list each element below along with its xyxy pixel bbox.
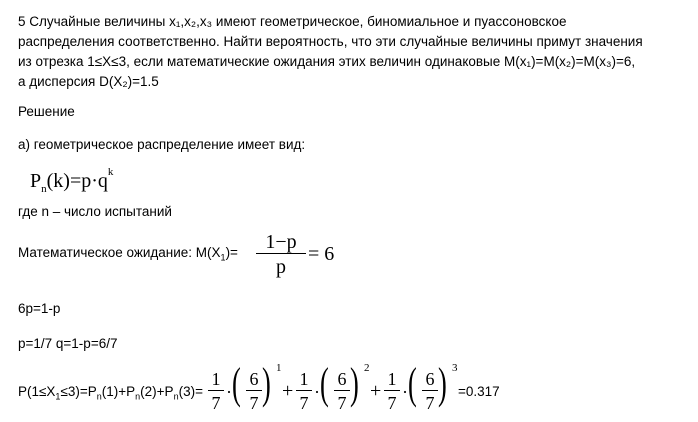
final-prefix-text: P(1≤X [18, 384, 56, 399]
term1-inner-num: 6 [249, 369, 259, 389]
term2-exp: 2 [364, 362, 370, 374]
term2-fraction [296, 368, 312, 415]
term3-fraction [384, 368, 400, 415]
term3-dot: · [402, 382, 408, 402]
final-t2: (2)+P [140, 384, 174, 399]
part-a-text: а) геометрическое распределение имеет вид: [18, 137, 306, 152]
final-t1: (1)+P [101, 384, 136, 399]
expectation-label-start: Математическое ожидание: M(X [18, 245, 221, 260]
formula-rest: (k)=p·q [46, 170, 108, 192]
expectation-denominator: p [276, 256, 286, 278]
solution-heading: Решение [18, 104, 75, 119]
term1-inner-fraction [246, 368, 262, 415]
expectation-label-end: )= [225, 245, 238, 260]
expectation-numerator: 1−p [265, 231, 297, 253]
term3-inner-den: 7 [425, 393, 435, 413]
term2-num: 1 [299, 369, 309, 389]
equation-1: 6p=1-p [18, 301, 61, 316]
problem-line-2: распределения соответственно. Найти вероятность, что эти случайные величины примут значения [18, 34, 643, 49]
final-result: =0.317 [458, 384, 500, 399]
expectation-fraction [256, 231, 306, 280]
expectation-sub: 1 [220, 252, 226, 263]
term1-exp: 1 [276, 362, 282, 374]
term3-inner-num: 6 [425, 369, 435, 389]
term3-den: 7 [387, 393, 397, 413]
final-sub-n1: n [96, 391, 102, 402]
term2-right-paren: ) [350, 359, 359, 408]
where-n-text: где n – число испытаний [18, 204, 172, 219]
term2-dot: · [314, 382, 320, 402]
final-prefix [18, 384, 203, 402]
term3-right-paren: ) [438, 359, 447, 408]
term1-left-paren: ( [232, 359, 241, 408]
term3-num: 1 [387, 369, 397, 389]
plus-1: + [282, 380, 294, 402]
term2-inner-num: 6 [337, 369, 347, 389]
problem-line-4: а дисперсия D(X₂)=1.5 [18, 74, 159, 89]
formula-p: P [30, 170, 42, 192]
term2-inner-fraction [334, 368, 350, 415]
term1-num: 1 [211, 369, 221, 389]
final-t3: (3)= [178, 384, 203, 399]
formula-pn [30, 166, 113, 195]
formula-sub-n: n [41, 183, 47, 195]
term3-left-paren: ( [408, 359, 417, 408]
plus-2: + [370, 380, 382, 402]
expectation-result: = 6 [308, 243, 335, 265]
term1-fraction [208, 368, 224, 415]
final-mid: ≤3)=P [60, 384, 97, 399]
term2-left-paren: ( [320, 359, 329, 408]
term3-inner-fraction [422, 368, 438, 415]
term2-den: 7 [299, 393, 309, 413]
final-sub-1: 1 [55, 391, 61, 402]
problem-line-1: 5 Случайные величины x₁,x₂,x₃ имеют геометрическое, биномиальное и пуассоновское [18, 14, 567, 29]
term2-inner-den: 7 [337, 393, 347, 413]
final-sub-n3: n [173, 391, 179, 402]
formula-sup-k: k [107, 166, 114, 178]
expectation-label [18, 245, 238, 263]
term3-exp: 3 [452, 362, 458, 374]
final-sub-n2: n [135, 391, 141, 402]
problem-line-3: из отрезка 1≤X≤3, если математические ожидания этих величин одинаковые M(x₁)=M(x₂)=M(x₃)=6, [18, 54, 636, 69]
term1-dot: · [226, 382, 232, 402]
term1-inner-den: 7 [249, 393, 259, 413]
term1-den: 7 [211, 393, 221, 413]
equation-2: p=1/7 q=1-p=6/7 [18, 336, 118, 351]
term1-right-paren: ) [262, 359, 271, 408]
